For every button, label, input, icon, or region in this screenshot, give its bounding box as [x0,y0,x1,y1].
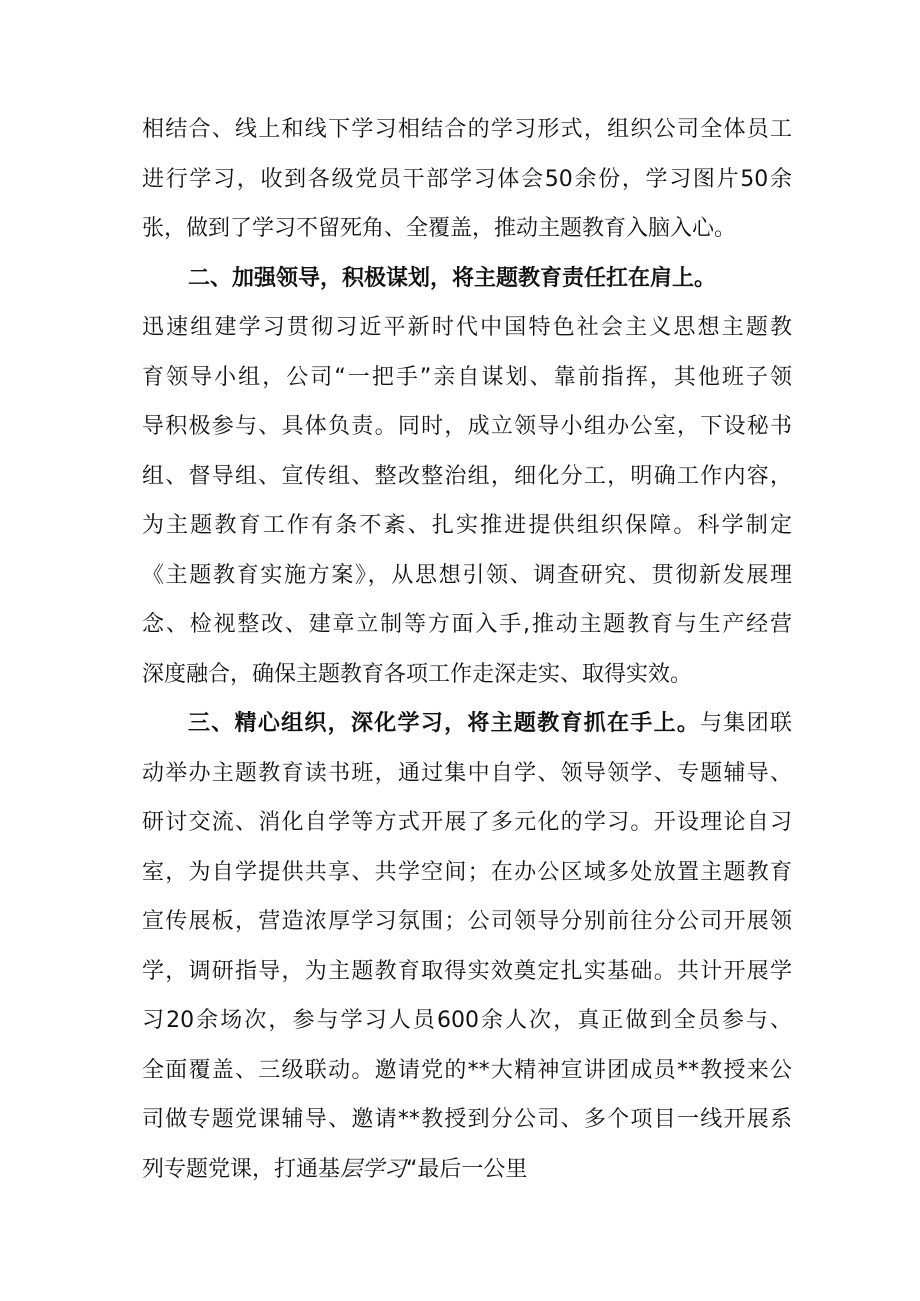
paragraph-line: 司做专题党课辅导、邀请**教授到分公司、多个项目一线开展系 [142,1107,792,1132]
paragraph-last-line [142,1156,792,1184]
paragraph-line: 全面覆盖、三级联动。邀请党的**大精神宣讲团成员**教授来公 [142,1058,792,1083]
paragraph-line: 宣传展板，营造浓厚学习氛围；公司领导分别前往分公司开展领 [142,909,792,934]
section-heading-2: 二、加强领导，积极谋划，将主题教育责任扛在肩上。 [188,266,717,291]
paragraph-line: 组、督导组、宣传组、整改整治组，细化分工，明确工作内容， [142,464,792,489]
paragraph-line: 习20余场次，参与学习人员600余人次，真正做到全员参与、 [142,1008,792,1033]
paragraph-line: 《主题教育实施方案》，从思想引领、调查研究、贯彻新发展理 [142,563,792,588]
paragraph-line: 念、检视整改、建章立制等方面入手,推动主题教育与生产经营 [142,612,792,637]
last-line-text: 列专题党课，打通基 [142,1157,341,1182]
section-heading-3-tail: 与集团联 [700,711,792,736]
paragraph-line: 进行学习，收到各级党员干部学习体会50余份，学习图片50余 [142,167,792,192]
paragraph-line: 相结合、线上和线下学习相结合的学习形式，组织公司全体员工 [142,117,792,142]
paragraph-line: 张，做到了学习不留死角、全覆盖，推动主题教育入脑入心。 [142,216,737,241]
paragraph-line: 迅速组建学习贯彻习近平新时代中国特色社会主义思想主题教 [142,315,792,340]
paragraph-line: 学，调研指导，为主题教育取得实效奠定扎实基础。共计开展学 [142,959,792,984]
paragraph-line: 室，为自学提供共享、共学空间；在办公区域多处放置主题教育 [142,860,792,885]
paragraph-line: 研讨交流、消化自学等方式开展了多元化的学习。开设理论自习 [142,810,792,835]
last-line-italic-text: 层学习 [340,1157,407,1182]
paragraph-line: 育领导小组，公司“一把手”亲自谋划、靠前指挥，其他班子领 [142,365,792,390]
paragraph-line: 动举办主题教育读书班，通过集中自学、领导领学、专题辅导、 [142,761,792,786]
paragraph-line: 深度融合，确保主题教育各项工作走深走实、取得实效。 [142,662,693,687]
last-line-tail: “最后一公里 [406,1157,528,1182]
paragraph-line: 导积极参与、具体负责。同时，成立领导小组办公室，下设秘书 [142,414,792,439]
section-heading-3-line [188,710,792,738]
section-heading-3: 三、精心组织，深化学习，将主题教育抓在手上。 [188,711,701,736]
paragraph-line: 为主题教育工作有条不紊、扎实推进提供组织保障。科学制定 [142,513,792,538]
